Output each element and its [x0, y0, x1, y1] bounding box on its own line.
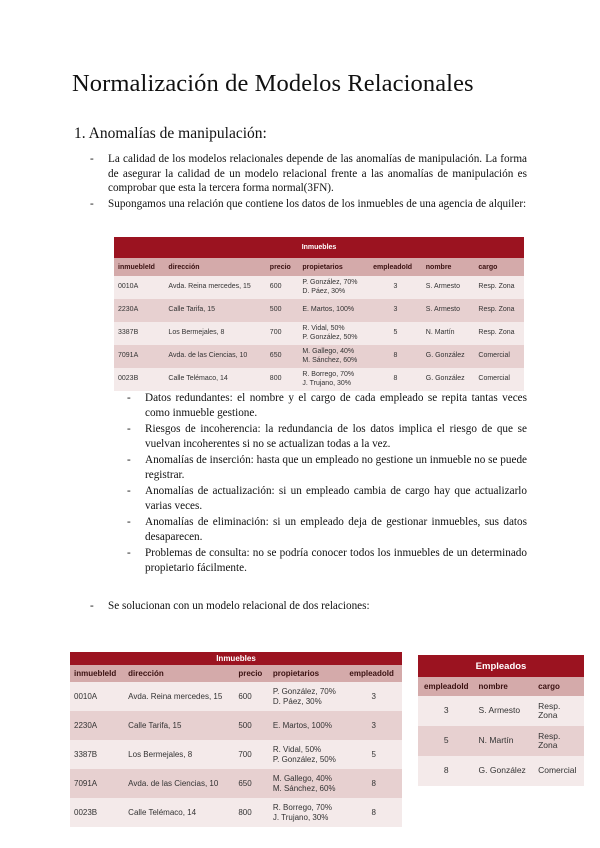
table-cell: 8 — [369, 345, 422, 368]
list-item-text: Riesgos de incoherencia: la redundancia de los datos implica el riesgo de que se vuelvan incoherentes si no se actualizan todas a la vez. — [145, 422, 527, 450]
table-cell: 0023B — [114, 368, 164, 391]
table-cell: 7091A — [70, 769, 124, 798]
bullet-dash: - — [127, 453, 131, 466]
table-row — [70, 711, 402, 740]
page-title: Normalización de Modelos Relacionales — [72, 70, 474, 97]
table-cell: 0010A — [70, 682, 124, 711]
column-header: dirección — [124, 665, 234, 682]
list-item — [127, 484, 527, 513]
table-cell: 3 — [345, 682, 402, 711]
table-cell: Calle Telémaco, 14 — [124, 798, 234, 827]
cargo-line: Comercial — [538, 765, 577, 776]
table-cell: 600 — [266, 276, 299, 299]
table-empleados — [418, 655, 584, 786]
owner-line: M. Gallego, 40% — [272, 774, 332, 783]
table-row — [70, 798, 402, 827]
table-cell: 800 — [266, 368, 299, 391]
bullet-dash: - — [127, 392, 131, 404]
table-cell: 8 — [345, 769, 402, 798]
table-cell — [269, 769, 346, 798]
table-cell: 3387B — [114, 322, 164, 345]
owner-line: P. González, 50% — [302, 333, 358, 341]
table-title: Empleados — [418, 655, 584, 677]
table-cell: Resp. Zona — [474, 322, 524, 345]
list-item — [127, 391, 527, 420]
owner-line: J. Trujano, 30% — [272, 812, 329, 822]
column-header: empleadoId — [345, 665, 402, 682]
list-item — [127, 453, 527, 482]
list-item-text: Problemas de consulta: no se podría conocer todos los inmuebles de un determinado propietario fácilmente. — [145, 546, 527, 574]
table-cell: G. González — [422, 345, 475, 368]
table-cell: 5 — [418, 726, 475, 756]
cargo-line: Resp. — [538, 700, 561, 711]
list-item-text: Anomalías de actualización: si un empleado cambia de cargo hay que actualizarlo varias veces. — [145, 484, 527, 512]
table-cell: Resp. Zona — [474, 276, 524, 299]
table-cell — [269, 711, 346, 740]
table-cell: 7091A — [114, 345, 164, 368]
table-cell: 500 — [266, 299, 299, 322]
list-item-text: Anomalías de eliminación: si un empleado deja de gestionar inmuebles, sus datos desaparecen. — [145, 515, 527, 543]
table-cell: 8 — [369, 368, 422, 391]
list-item-text: Datos redundantes: el nombre y el cargo de cada empleado se repita tantas veces como inmueble gestione. — [145, 392, 527, 419]
column-header: cargo — [474, 258, 524, 276]
table-cell: 700 — [234, 740, 269, 769]
column-header: propietarios — [298, 258, 369, 276]
table-cell: Comercial — [474, 345, 524, 368]
bullet-dash: - — [90, 153, 94, 165]
bullet-dash: - — [127, 422, 131, 435]
owner-line: P. González, 50% — [272, 754, 336, 764]
table-row — [114, 322, 524, 345]
table-cell: 0010A — [114, 276, 164, 299]
table-cell: Los Bermejales, 8 — [124, 740, 234, 769]
list-item — [127, 422, 527, 451]
table-cell: 3387B — [70, 740, 124, 769]
table-cell: 650 — [234, 769, 269, 798]
table-cell: 800 — [234, 798, 269, 827]
column-header: empleadoId — [369, 258, 422, 276]
column-header: nombre — [475, 677, 535, 696]
bullet-dash: - — [90, 600, 94, 612]
table-cell: S. Armesto — [475, 696, 535, 726]
anomaly-list — [127, 391, 527, 577]
column-header: dirección — [164, 258, 265, 276]
table-row — [114, 368, 524, 391]
list-item — [127, 515, 527, 544]
table-cell: 5 — [345, 740, 402, 769]
table-row — [114, 345, 524, 368]
column-header: inmuebleId — [70, 665, 124, 682]
cargo-line: Zona — [538, 740, 558, 750]
table-cell: S. Armesto — [422, 276, 475, 299]
solution-list — [90, 599, 527, 614]
owner-line: E. Martos, 100% — [272, 720, 332, 730]
owner-line: R. Borrego, 70% — [302, 371, 355, 378]
table-cell: G. González — [422, 368, 475, 391]
owner-line: R. Vidal, 50% — [302, 325, 345, 332]
owner-line: R. Vidal, 50% — [272, 745, 322, 754]
table-cell — [269, 798, 346, 827]
owner-line: E. Martos, 100% — [302, 306, 355, 314]
owner-line: D. Páez, 30% — [302, 287, 346, 295]
column-header: inmuebleId — [114, 258, 164, 276]
table-cell: Resp. Zona — [474, 299, 524, 322]
bullet-dash: - — [90, 197, 94, 210]
table-cell: Calle Tarifa, 15 — [124, 711, 234, 740]
table-row — [70, 682, 402, 711]
table-cell: Avda. Reina mercedes, 15 — [124, 682, 234, 711]
owner-line: M. Sánchez, 60% — [302, 356, 358, 364]
table-cell: Calle Telémaco, 14 — [164, 368, 265, 391]
table-row — [418, 756, 584, 786]
cargo-line: Resp. — [538, 730, 561, 741]
table-cell: 2230A — [114, 299, 164, 322]
table-cell — [269, 740, 346, 769]
owner-line: P. González, 70% — [272, 687, 336, 696]
table-cell: 3 — [369, 276, 422, 299]
table-cell: Avda. de las Ciencias, 10 — [164, 345, 265, 368]
table-cell: 3 — [369, 299, 422, 322]
column-header: precio — [266, 258, 299, 276]
table-cell: 3 — [418, 696, 475, 726]
table-cell: 600 — [234, 682, 269, 711]
table-cell: 5 — [369, 322, 422, 345]
table-cell — [298, 299, 369, 322]
cargo-line: Zona — [538, 710, 558, 720]
table-cell: N. Martín — [422, 322, 475, 345]
table-cell: Avda. de las Ciencias, 10 — [124, 769, 234, 798]
bullet-dash: - — [127, 515, 131, 528]
table-cell: Calle Tarifa, 15 — [164, 299, 265, 322]
table-row — [70, 769, 402, 798]
table-title: Inmuebles — [114, 237, 524, 258]
list-item — [127, 546, 527, 575]
table-cell: Avda. Reina mercedes, 15 — [164, 276, 265, 299]
owner-line: P. González, 70% — [302, 279, 358, 286]
table-cell — [534, 726, 584, 756]
table-row — [114, 276, 524, 299]
column-header: propietarios — [269, 665, 346, 682]
table-cell — [298, 345, 369, 368]
table-cell — [298, 322, 369, 345]
owner-line: R. Borrego, 70% — [272, 803, 332, 812]
table-cell: 650 — [266, 345, 299, 368]
table-cell: Comercial — [474, 368, 524, 391]
table-cell — [298, 276, 369, 299]
column-header: empleadoId — [418, 677, 475, 696]
table-cell: N. Martín — [475, 726, 535, 756]
list-item-text: Se solucionan con un modelo relacional de dos relaciones: — [108, 600, 370, 612]
table-cell: Los Bermejales, 8 — [164, 322, 265, 345]
table-inmuebles — [70, 652, 402, 827]
table-cell: 8 — [418, 756, 475, 786]
column-header: nombre — [422, 258, 475, 276]
table-row — [70, 740, 402, 769]
table-inmuebles-full — [114, 237, 524, 391]
table-cell: 0023B — [70, 798, 124, 827]
owner-line: M. Gallego, 40% — [302, 348, 355, 355]
list-item — [90, 152, 527, 196]
table-title: Inmuebles — [70, 652, 402, 665]
table-cell — [269, 682, 346, 711]
table-cell — [534, 756, 584, 786]
column-header: precio — [234, 665, 269, 682]
table-row — [114, 299, 524, 322]
table-cell: 700 — [266, 322, 299, 345]
table-cell — [534, 696, 584, 726]
list-item — [90, 599, 527, 614]
table-cell: G. González — [475, 756, 535, 786]
list-item — [90, 197, 527, 212]
table-cell: 2230A — [70, 711, 124, 740]
list-item-text: La calidad de los modelos relacionales depende de las anomalías de manipulación. La forma de asegurar la calidad de un modelo relacional frente a las anomalías de manipulación es comprobar que esta la tercera forma normal(3FN). — [108, 153, 527, 195]
owner-line: J. Trujano, 30% — [302, 379, 351, 387]
bullet-dash: - — [127, 546, 131, 559]
table-cell: 3 — [345, 711, 402, 740]
table-cell: S. Armesto — [422, 299, 475, 322]
table-cell: 500 — [234, 711, 269, 740]
list-item-text: Anomalías de inserción: hasta que un empleado no gestione un inmueble no se puede registrar. — [145, 453, 527, 481]
bullet-dash: - — [127, 484, 131, 497]
list-item-text: Supongamos una relación que contiene los datos de los inmuebles de una agencia de alquiler: — [108, 197, 527, 210]
table-row — [418, 696, 584, 726]
owner-line: D. Páez, 30% — [272, 696, 322, 706]
owner-line: M. Sánchez, 60% — [272, 783, 336, 793]
section-heading: 1. Anomalías de manipulación: — [74, 125, 267, 142]
table-cell — [298, 368, 369, 391]
column-header: cargo — [534, 677, 584, 696]
table-cell: 8 — [345, 798, 402, 827]
table-row — [418, 726, 584, 756]
intro-list — [90, 152, 527, 212]
